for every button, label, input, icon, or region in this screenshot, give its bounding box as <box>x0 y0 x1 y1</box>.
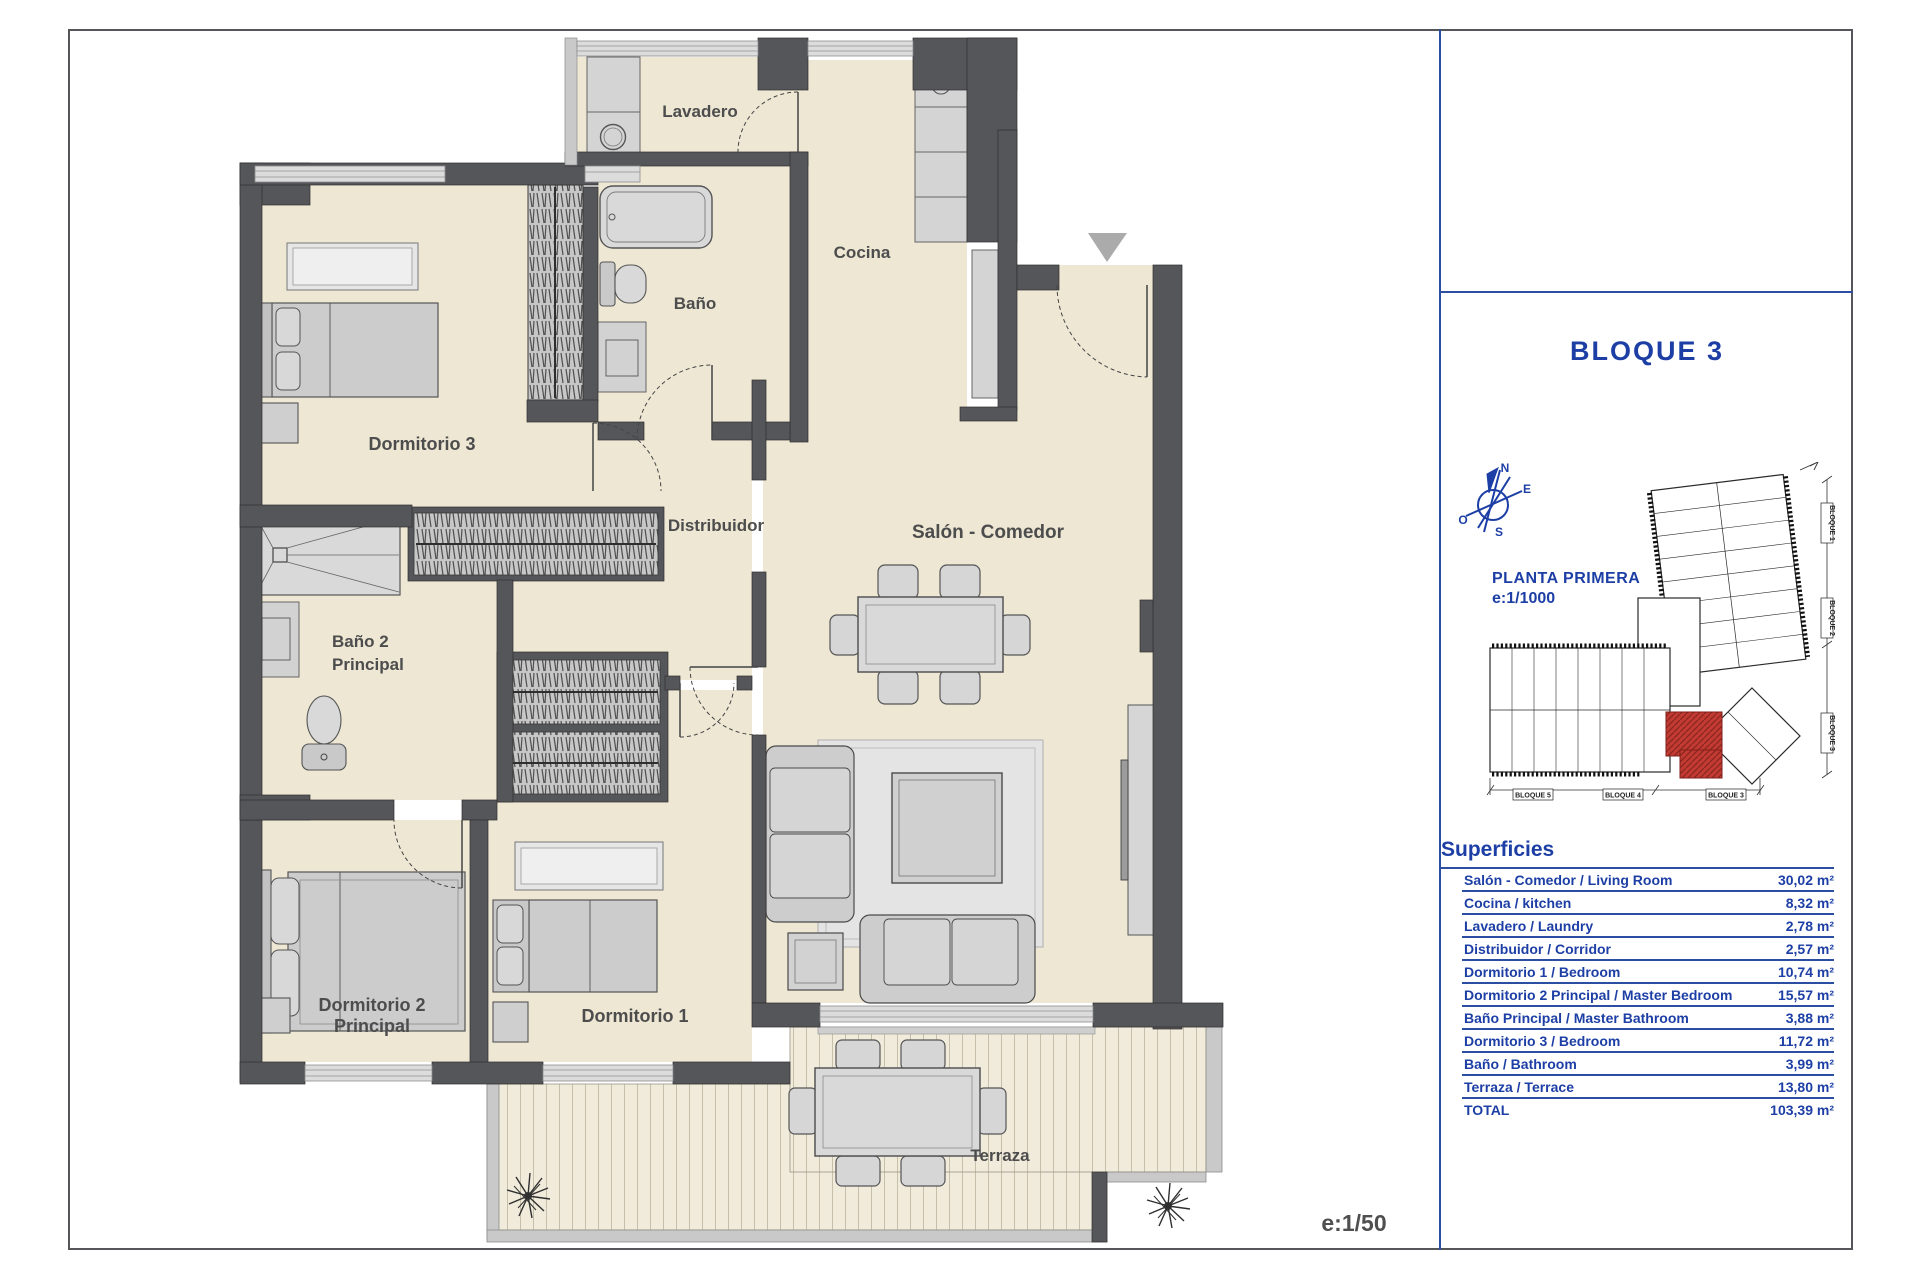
sofa-icon <box>766 746 854 922</box>
window <box>577 41 758 56</box>
label-dormitorio3: Dormitorio 3 <box>368 434 476 454</box>
terrace-railing <box>487 1084 499 1240</box>
superficies-row <box>1462 1007 1834 1030</box>
lavadero-fixtures <box>587 57 640 165</box>
superficies-row <box>1462 869 1834 892</box>
bed-icon <box>493 900 657 992</box>
plan-scale: e:1/1000 <box>1492 590 1556 607</box>
drawing-scale: e:1/50 <box>1321 1210 1387 1236</box>
party-wall <box>565 38 577 165</box>
superficies-heading: Superficies <box>1441 838 1834 869</box>
sidebar-title: BLOQUE 3 <box>1569 336 1725 366</box>
superficies-row-label: TOTAL <box>1464 1102 1510 1118</box>
site-label-right2: BLOQUE 2 <box>1828 600 1835 636</box>
label-salon: Salón - Comedor <box>911 522 1065 543</box>
plan-name: PLANTA PRIMERA <box>1492 570 1641 587</box>
label-dormitorio2-line2: Principal <box>333 1016 411 1036</box>
site-label-bloque4: BLOQUE 4 <box>1605 792 1641 800</box>
site-bottom-labels <box>1513 789 1746 800</box>
superficies-row-value: 30,02 m² <box>1777 872 1834 888</box>
superficies-row-label: Distribuidor / Corridor <box>1464 941 1611 957</box>
site-right-labels <box>1821 503 1835 753</box>
superficies-row <box>1462 1099 1834 1120</box>
superficies-row <box>1462 984 1834 1007</box>
superficies-row-label: Salón - Comedor / Living Room <box>1464 872 1673 888</box>
label-bano: Baño <box>673 294 717 313</box>
label-dormitorio2-line1: Dormitorio 2 <box>318 995 426 1015</box>
superficies-row <box>1462 961 1834 984</box>
superficies-row-label: Cocina / kitchen <box>1464 895 1572 911</box>
label-bano2-line1: Baño 2 <box>332 632 389 651</box>
bed-icon <box>258 303 438 397</box>
superficies-row <box>1462 892 1834 915</box>
toilet-icon <box>600 262 615 306</box>
superficies-row-value: 10,74 m² <box>1777 964 1834 980</box>
tv-icon <box>1121 760 1128 880</box>
superficies-row <box>1462 1030 1834 1053</box>
superficies-row-value: 8,32 m² <box>1785 895 1834 911</box>
superficies-row-value: 3,88 m² <box>1785 1010 1834 1026</box>
compass-s: S <box>1494 525 1504 539</box>
window <box>255 166 445 182</box>
compass-n: N <box>1500 461 1510 475</box>
superficies-row-label: Dormitorio 2 Principal / Master Bedroom <box>1464 987 1733 1003</box>
site-plan <box>1460 462 1852 812</box>
sidebar-divider <box>1439 29 1441 1250</box>
label-bano2-line2: Principal <box>332 655 404 674</box>
superficies-row <box>1462 1053 1834 1076</box>
window <box>543 1065 673 1081</box>
label-cocina: Cocina <box>833 243 891 262</box>
entrance-arrow-icon <box>1088 233 1127 262</box>
superficies-row-value: 2,78 m² <box>1785 918 1834 934</box>
site-highlight-unit <box>1666 712 1722 778</box>
loveseat-icon <box>860 915 1035 1003</box>
superficies-row-value: 103,39 m² <box>1770 1102 1834 1118</box>
window <box>585 166 640 182</box>
sidebar-top-divider <box>1439 291 1853 293</box>
site-label-right1: BLOQUE 1 <box>1828 505 1835 541</box>
tv-unit-icon <box>1128 705 1154 935</box>
superficies-row-label: Lavadero / Laundry <box>1464 918 1594 934</box>
site-label-bloque5: BLOQUE 5 <box>1515 792 1551 800</box>
label-distribuidor: Distribuidor <box>667 516 765 535</box>
superficies-row-value: 3,99 m² <box>1785 1056 1834 1072</box>
superficies-row-label: Baño Principal / Master Bathroom <box>1464 1010 1689 1026</box>
label-terraza: Terraza <box>970 1146 1030 1165</box>
superficies-rows <box>1462 869 1834 1120</box>
label-dormitorio1: Dormitorio 1 <box>581 1006 689 1026</box>
site-wing-lower <box>1490 646 1670 774</box>
superficies-row <box>1462 1076 1834 1099</box>
label-lavadero: Lavadero <box>662 102 738 121</box>
site-label-right3: BLOQUE 3 <box>1828 715 1835 751</box>
superficies-row <box>1462 915 1834 938</box>
superficies-row <box>1462 938 1834 961</box>
superficies-row-label: Terraza / Terrace <box>1464 1079 1574 1095</box>
superficies-row-value: 11,72 m² <box>1778 1033 1834 1049</box>
bathtub-icon <box>600 186 712 248</box>
superficies-row-value: 2,57 m² <box>1785 941 1834 957</box>
superficies-row-label: Baño / Bathroom <box>1464 1056 1577 1072</box>
superficies-row-label: Dormitorio 1 / Bedroom <box>1464 964 1621 980</box>
compass-o: O <box>1458 513 1468 527</box>
site-label-bloque3: BLOQUE 3 <box>1708 792 1744 800</box>
superficies-row-value: 15,57 m² <box>1777 987 1834 1003</box>
compass-e: E <box>1522 482 1532 496</box>
superficies-row-label: Dormitorio 3 / Bedroom <box>1464 1033 1621 1049</box>
window <box>820 1006 1093 1022</box>
window <box>305 1065 432 1081</box>
window <box>808 41 913 56</box>
superficies-row-value: 13,80 m² <box>1777 1079 1834 1095</box>
sink-icon <box>598 322 646 392</box>
